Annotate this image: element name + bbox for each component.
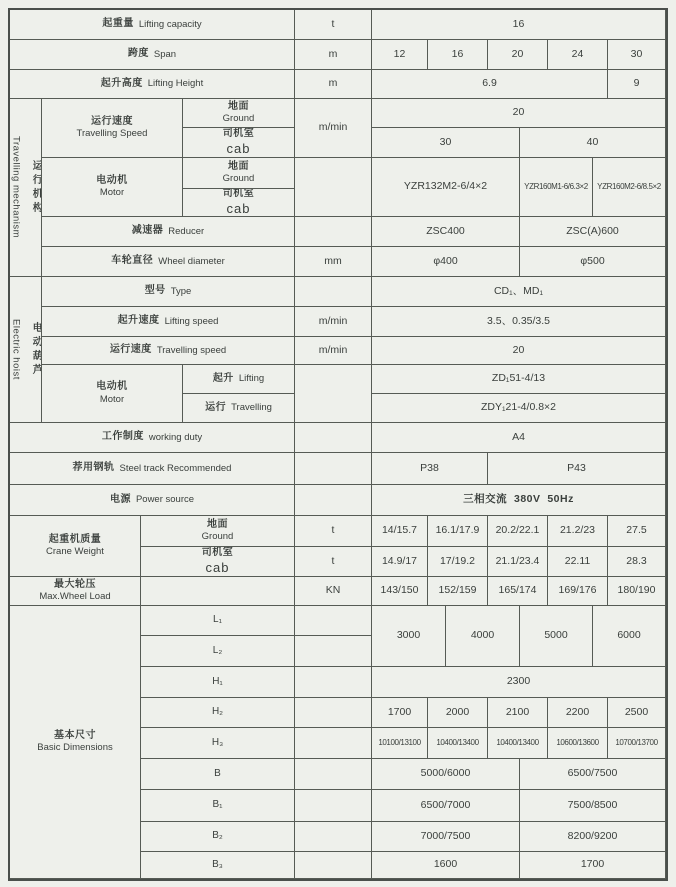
crane-weight-cab-unit: t bbox=[295, 547, 372, 577]
working-duty-value: A4 bbox=[372, 423, 666, 453]
crane-weight-cab-value: 14.9/17 bbox=[372, 547, 428, 577]
dim-B2-value: 8200/9200 bbox=[520, 822, 666, 852]
hoist-lifting-speed-unit: m/min bbox=[295, 307, 372, 337]
reducer-label: 减速器 Reducer bbox=[42, 217, 295, 247]
dim-H2-label: H₂ bbox=[141, 698, 295, 728]
hoist-travelling-speed-label: 运行速度 Travelling speed bbox=[42, 337, 295, 365]
dim-H2-value: 2100 bbox=[488, 698, 548, 728]
dim-B3-value: 1700 bbox=[520, 852, 666, 879]
dim-L-value: 3000 bbox=[372, 606, 446, 667]
spec-table bbox=[8, 8, 668, 881]
dim-H3-label: H₃ bbox=[141, 728, 295, 759]
lifting-capacity-unit: t bbox=[295, 10, 372, 40]
dim-B1-label: B₁ bbox=[141, 790, 295, 822]
dim-H3-value: 10100/13100 bbox=[372, 728, 428, 759]
lifting-capacity-value: 16 bbox=[372, 10, 666, 40]
travelling-speed-cab-value: 40 bbox=[520, 128, 666, 158]
power-source-value: 三相交流 380V 50Hz bbox=[372, 485, 666, 516]
dim-H3-unit-empty bbox=[295, 728, 372, 759]
reducer-unit-empty bbox=[295, 217, 372, 247]
dim-B-unit-empty bbox=[295, 759, 372, 790]
hoist-lifting-speed-value: 3.5、0.35/3.5 bbox=[372, 307, 666, 337]
max-wheel-load-unit: KN bbox=[295, 577, 372, 606]
dim-B-label: B bbox=[141, 759, 295, 790]
dim-L1-unit-empty bbox=[295, 606, 372, 636]
crane-weight-cab-label: 司机室 cab bbox=[141, 547, 295, 577]
crane-weight-label: 起重机质量 Crane Weight bbox=[10, 516, 141, 577]
dim-B1-unit-empty bbox=[295, 790, 372, 822]
span-value: 20 bbox=[488, 40, 548, 70]
power-source-unit-empty bbox=[295, 485, 372, 516]
dim-B-value: 5000/6000 bbox=[372, 759, 520, 790]
hoist-travelling-speed-unit: m/min bbox=[295, 337, 372, 365]
steel-track-label: 荐用钢轨 Steel track Recommended bbox=[10, 453, 295, 485]
lifting-capacity-label bbox=[10, 10, 295, 40]
max-wheel-load-value: 165/174 bbox=[488, 577, 548, 606]
wheel-diameter-value: φ500 bbox=[520, 247, 666, 277]
hoist-motor-lifting-value: ZD₁51-4/13 bbox=[372, 365, 666, 394]
dim-L2-unit-empty bbox=[295, 636, 372, 667]
span-value: 24 bbox=[548, 40, 608, 70]
crane-weight-ground-value: 27.5 bbox=[608, 516, 666, 547]
tm-motor-value: YZR160M2-6/8.5×2 bbox=[593, 158, 666, 217]
hoist-lifting-speed-label: 起升速度 Lifting speed bbox=[42, 307, 295, 337]
hoist-travelling-speed-value: 20 bbox=[372, 337, 666, 365]
working-duty-unit-empty bbox=[295, 423, 372, 453]
max-wheel-load-value: 169/176 bbox=[548, 577, 608, 606]
reducer-value: ZSC(A)600 bbox=[520, 217, 666, 247]
crane-weight-cab-value: 28.3 bbox=[608, 547, 666, 577]
travelling-speed-cab-value: 30 bbox=[372, 128, 520, 158]
dim-H3-value: 10600/13600 bbox=[548, 728, 608, 759]
lifting-height-label: 起升高度 Lifting Height bbox=[10, 70, 295, 99]
crane-weight-ground-value: 20.2/22.1 bbox=[488, 516, 548, 547]
section-travelling-mechanism: 运行机构 Travelling mechanism bbox=[10, 99, 42, 277]
power-source-label: 电源 Power source bbox=[10, 485, 295, 516]
dim-B1-value: 6500/7000 bbox=[372, 790, 520, 822]
dim-H1-unit-empty bbox=[295, 667, 372, 698]
tm-motor-unit-empty bbox=[295, 158, 372, 217]
hoist-motor-label: 电动机 Motor bbox=[42, 365, 183, 423]
max-wheel-load-sub-empty bbox=[141, 577, 295, 606]
span-value: 16 bbox=[428, 40, 488, 70]
dim-L-value: 5000 bbox=[520, 606, 593, 667]
lifting-height-unit: m bbox=[295, 70, 372, 99]
dim-L2-label: L₂ bbox=[141, 636, 295, 667]
dim-B3-unit-empty bbox=[295, 852, 372, 879]
working-duty-label: 工作制度 working duty bbox=[10, 423, 295, 453]
dim-B2-label: B₂ bbox=[141, 822, 295, 852]
wheel-diameter-value: φ400 bbox=[372, 247, 520, 277]
crane-weight-cab-value: 22.11 bbox=[548, 547, 608, 577]
hoist-type-label: 型号 Type bbox=[42, 277, 295, 307]
span-value: 30 bbox=[608, 40, 666, 70]
lifting-capacity-label-en: Lifting capacity bbox=[138, 18, 202, 30]
crane-weight-ground-label: 地面 Ground bbox=[141, 516, 295, 547]
wheel-diameter-label: 车轮直径 Wheel diameter bbox=[42, 247, 295, 277]
travelling-speed-unit: m/min bbox=[295, 99, 372, 158]
dim-B1-value: 7500/8500 bbox=[520, 790, 666, 822]
max-wheel-load-label: 最大轮压 Max.Wheel Load bbox=[10, 577, 141, 606]
steel-track-value: P43 bbox=[488, 453, 666, 485]
steel-track-unit-empty bbox=[295, 453, 372, 485]
dim-B-value: 6500/7500 bbox=[520, 759, 666, 790]
hoist-motor-unit-empty bbox=[295, 365, 372, 423]
span-label: 跨度 Span bbox=[10, 40, 295, 70]
lifting-height-value: 6.9 bbox=[372, 70, 608, 99]
dim-H3-value: 10400/13400 bbox=[428, 728, 488, 759]
tm-motor-label: 电动机 Motor bbox=[42, 158, 183, 217]
dim-H3-value: 10400/13400 bbox=[488, 728, 548, 759]
dim-B3-value: 1600 bbox=[372, 852, 520, 879]
crane-weight-ground-value: 16.1/17.9 bbox=[428, 516, 488, 547]
hoist-motor-travelling-label: 运行 Travelling bbox=[183, 394, 295, 423]
dim-H2-value: 2500 bbox=[608, 698, 666, 728]
hoist-type-value: CD₁、MD₁ bbox=[372, 277, 666, 307]
lifting-height-value: 9 bbox=[608, 70, 666, 99]
basic-dimensions-label: 基本尺寸 Basic Dimensions bbox=[10, 606, 141, 879]
crane-weight-ground-unit: t bbox=[295, 516, 372, 547]
tm-motor-cab-label: 司机室 cab bbox=[183, 189, 295, 217]
reducer-value: ZSC400 bbox=[372, 217, 520, 247]
dim-B3-label: B₃ bbox=[141, 852, 295, 879]
travelling-speed-label: 运行速度 Travelling Speed bbox=[42, 99, 183, 158]
lifting-capacity-label-zh: 起重量 bbox=[102, 18, 134, 30]
max-wheel-load-value: 152/159 bbox=[428, 577, 488, 606]
hoist-motor-travelling-value: ZDY₁21-4/0.8×2 bbox=[372, 394, 666, 423]
hoist-type-unit-empty bbox=[295, 277, 372, 307]
dim-H2-value: 2000 bbox=[428, 698, 488, 728]
dim-H1-label: H₁ bbox=[141, 667, 295, 698]
steel-track-value: P38 bbox=[372, 453, 488, 485]
travelling-speed-cab-label: 司机室 cab bbox=[183, 128, 295, 158]
section-electric-hoist: 电动葫芦 Electric hoist bbox=[10, 277, 42, 423]
dim-H2-value: 2200 bbox=[548, 698, 608, 728]
dim-H3-value: 10700/13700 bbox=[608, 728, 666, 759]
span-unit: m bbox=[295, 40, 372, 70]
dim-H1-value: 2300 bbox=[372, 667, 666, 698]
crane-weight-ground-value: 21.2/23 bbox=[548, 516, 608, 547]
travelling-speed-ground-value: 20 bbox=[372, 99, 666, 128]
dim-B2-unit-empty bbox=[295, 822, 372, 852]
dim-L-value: 4000 bbox=[446, 606, 520, 667]
hoist-motor-lifting-label: 起升 Lifting bbox=[183, 365, 295, 394]
travelling-speed-ground-label: 地面 Ground bbox=[183, 99, 295, 128]
tm-motor-value: YZR160M1-6/6.3×2 bbox=[520, 158, 593, 217]
tm-motor-value: YZR132M2-6/4×2 bbox=[372, 158, 520, 217]
crane-weight-ground-value: 14/15.7 bbox=[372, 516, 428, 547]
span-value: 12 bbox=[372, 40, 428, 70]
dim-L1-label: L₁ bbox=[141, 606, 295, 636]
tm-motor-ground-label: 地面 Ground bbox=[183, 158, 295, 189]
max-wheel-load-value: 180/190 bbox=[608, 577, 666, 606]
dim-L-value: 6000 bbox=[593, 606, 666, 667]
wheel-diameter-unit: mm bbox=[295, 247, 372, 277]
crane-weight-cab-value: 17/19.2 bbox=[428, 547, 488, 577]
dim-H2-value: 1700 bbox=[372, 698, 428, 728]
crane-weight-cab-value: 21.1/23.4 bbox=[488, 547, 548, 577]
dim-B2-value: 7000/7500 bbox=[372, 822, 520, 852]
dim-H2-unit-empty bbox=[295, 698, 372, 728]
max-wheel-load-value: 143/150 bbox=[372, 577, 428, 606]
